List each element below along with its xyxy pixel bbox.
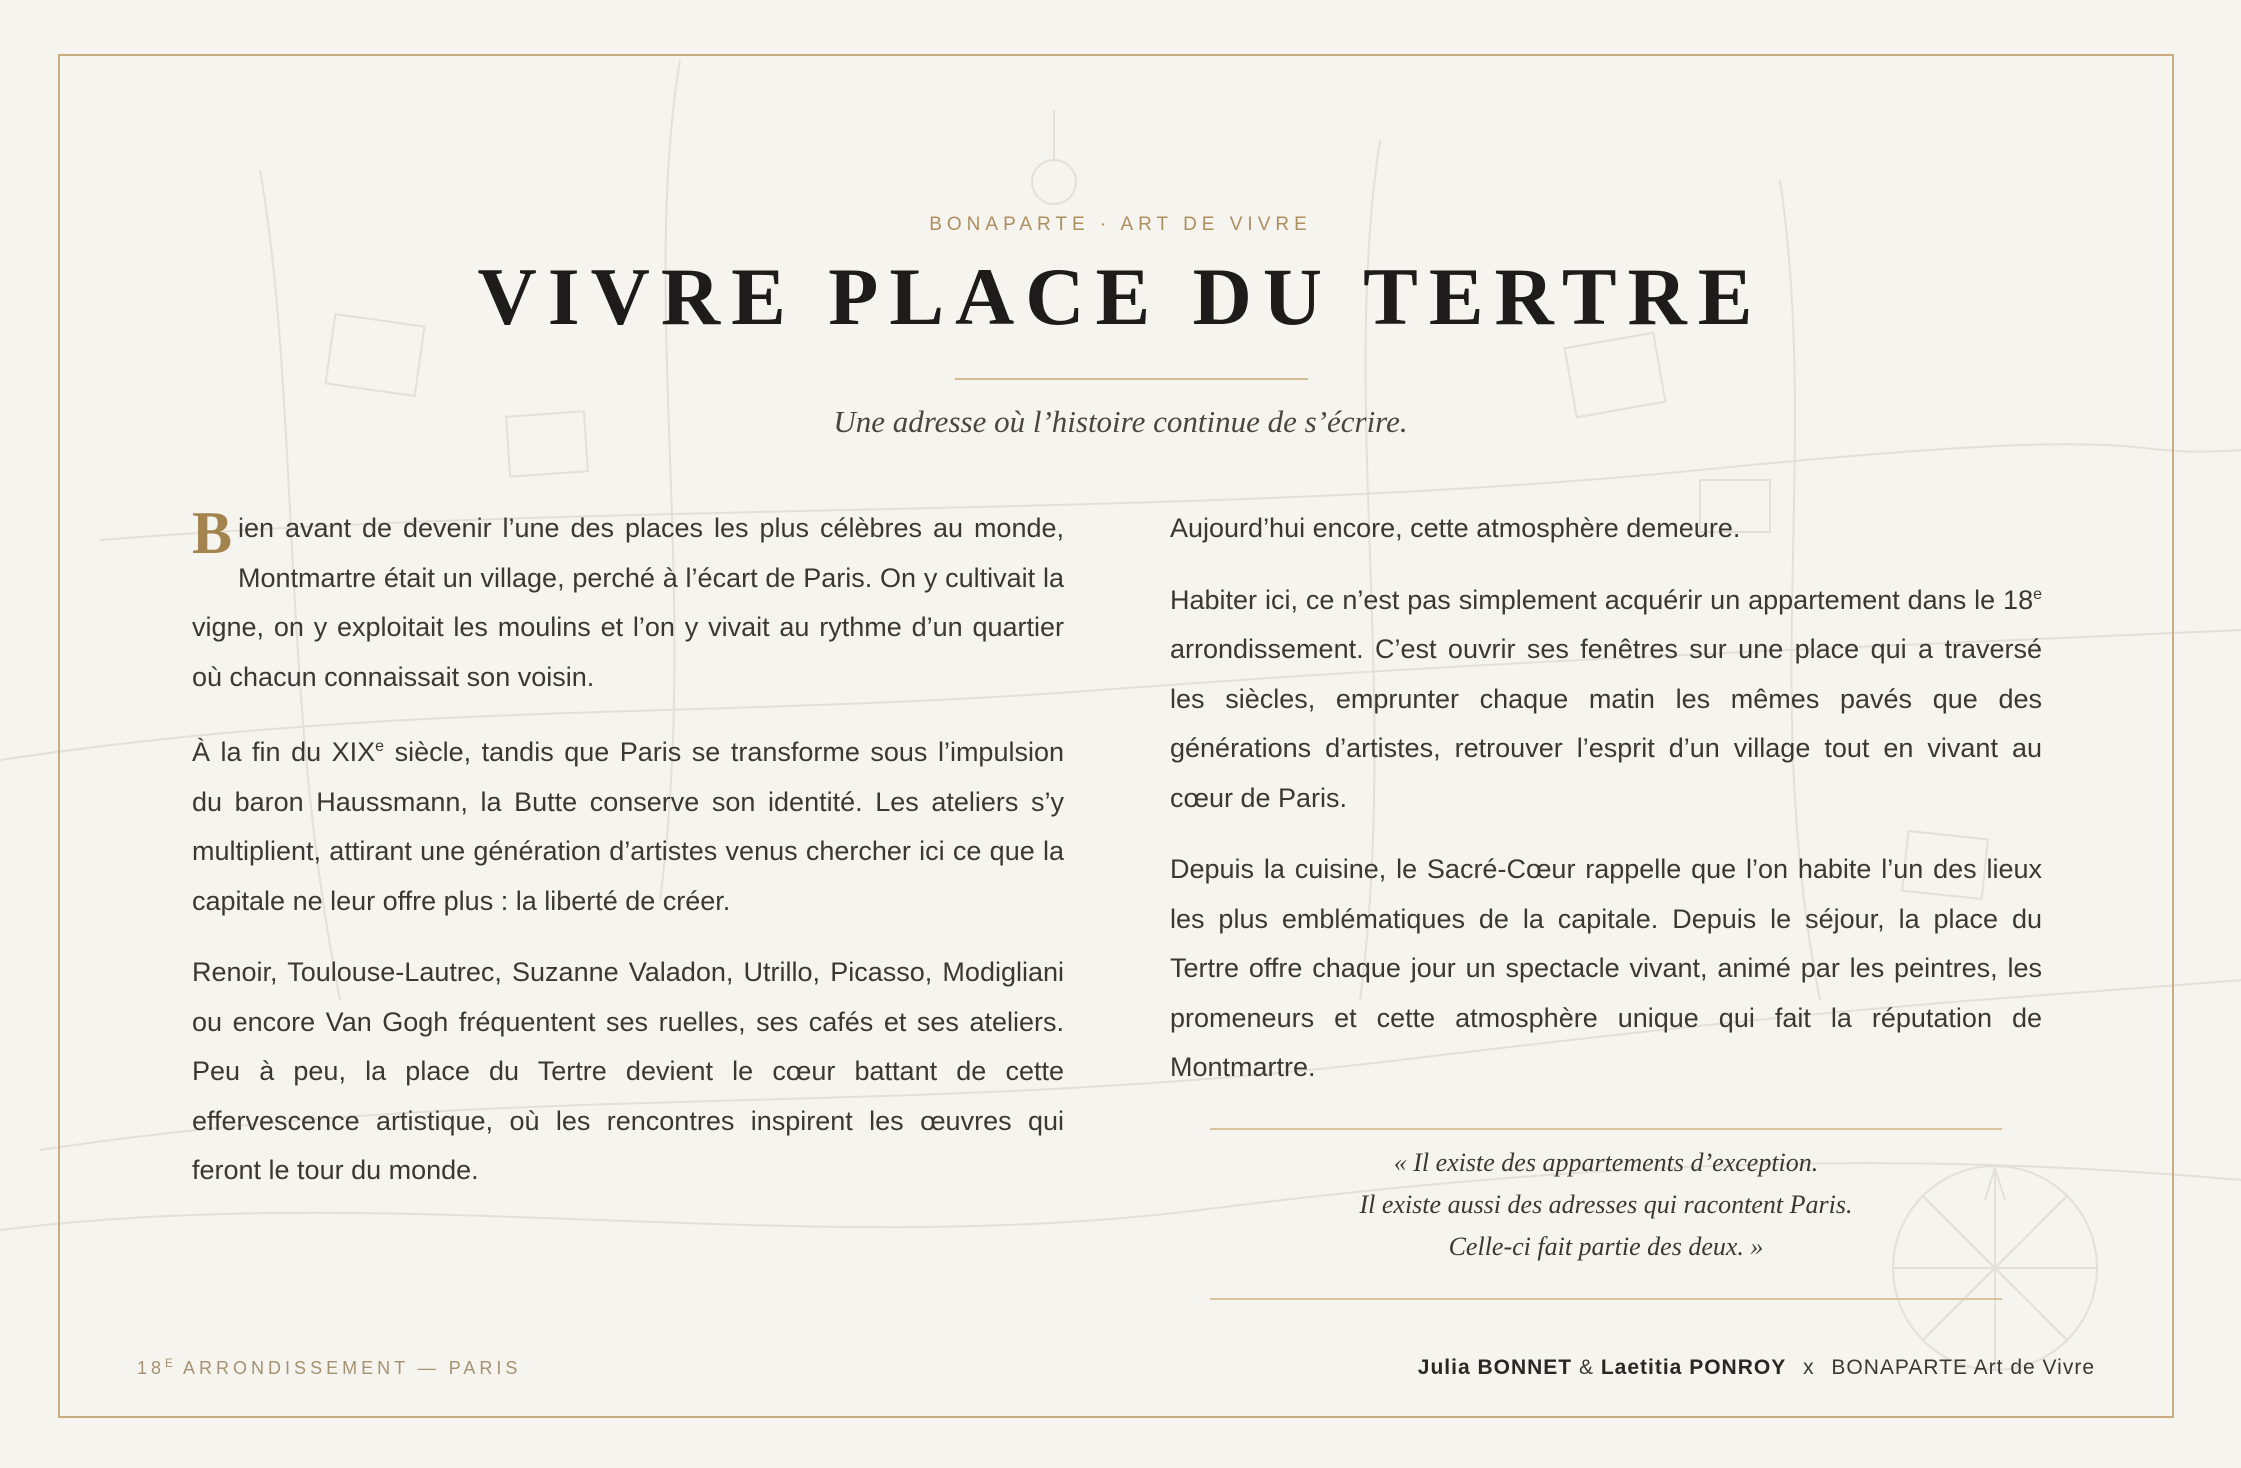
pull-quote bbox=[1210, 1142, 2002, 1268]
drop-cap: B bbox=[192, 500, 233, 566]
quote-line: « Il existe des appartements d’exception. bbox=[1393, 1148, 1819, 1177]
brand-name: BONAPARTE Art de Vivre bbox=[1831, 1356, 2095, 1379]
paragraph-history: À la fin du XIXe siècle, tandis que Paris se transforme sous l’impulsion du baron Haussmann, la Butte conserve son identité. Les ateliers s’y multiplient, attirant une génération d’artistes venus chercher ici ce que la capitale ne leur offre plus : la liberté de créer. bbox=[192, 737, 1064, 916]
paragraph-living: Habiter ici, ce n’est pas simplement acquérir un appartement dans le 18e arrondissement. C’est ouvrir ses fenêtres sur une place qui a traversé les siècles, emprunter chaque matin les mêmes pavés que des générations d’artistes, retrouver l’esprit d’un village tout en vivant au cœur de Paris. bbox=[1170, 584, 2042, 813]
author-name: Julia BONNET bbox=[1417, 1356, 1573, 1379]
footer-location: $18^E$ ARRONDISSEMENT — PARIS bbox=[137, 1356, 522, 1378]
paragraph-views: Depuis la cuisine, le Sacré-Cœur rappelle que l’on habite l’un des lieux les plus emblématiques de la capitale. Depuis le séjour, la place du Tertre offre chaque jour un spectacle vivant, animé par les peintres, les promeneurs et cette atmosphère unique qui fait la réputation de Montmartre. bbox=[1170, 854, 2042, 1082]
paragraph-intro: Bien avant de devenir l’une des places les plus célèbres au monde, Montmartre était un village, perché à l’écart de Paris. On y cultivait la vigne, on y exploitait les moulins et l’on y vivait au rythme d’un quartier où chacun connaissait son voisin. bbox=[192, 500, 1064, 692]
page-subtitle: Une adresse où l’histoire continue de s’écrire. bbox=[833, 404, 1408, 439]
author-name: Laetitia PONROY bbox=[1600, 1356, 1787, 1379]
quote-bottom-rule bbox=[1210, 1298, 2002, 1300]
page-title: VIVRE PLACE DU TERTRE bbox=[477, 251, 1764, 342]
quote-line: Celle-ci fait partie des deux. » bbox=[1448, 1232, 1764, 1261]
title-divider bbox=[955, 378, 1308, 380]
paragraph-artists: Renoir, Toulouse-Lautrec, Suzanne Valadon, Utrillo, Picasso, Modigliani ou encore Van Gogh fréquentent ses ruelles, ses cafés et ses ateliers. Peu à peu, la place du Tertre devient le cœur battant de cette effervescence artistique, où les rencontres inspirent les œuvres qui feront le tour du monde. bbox=[192, 957, 1064, 1185]
brand-kicker: BONAPARTE · ART DE VIVRE bbox=[929, 214, 1312, 235]
paragraph-today: Aujourd’hui encore, cette atmosphère demeure. bbox=[1170, 513, 1741, 543]
right-column bbox=[1170, 504, 2042, 1115]
footer-credits: Julia BONNET & Laetitia PONROY x BONAPARTE Art de Vivre bbox=[1417, 1356, 2095, 1379]
quote-line: Il existe aussi des adresses qui racontent Paris. bbox=[1359, 1190, 1853, 1219]
quote-top-rule bbox=[1210, 1128, 2002, 1130]
left-column bbox=[192, 500, 1064, 1218]
